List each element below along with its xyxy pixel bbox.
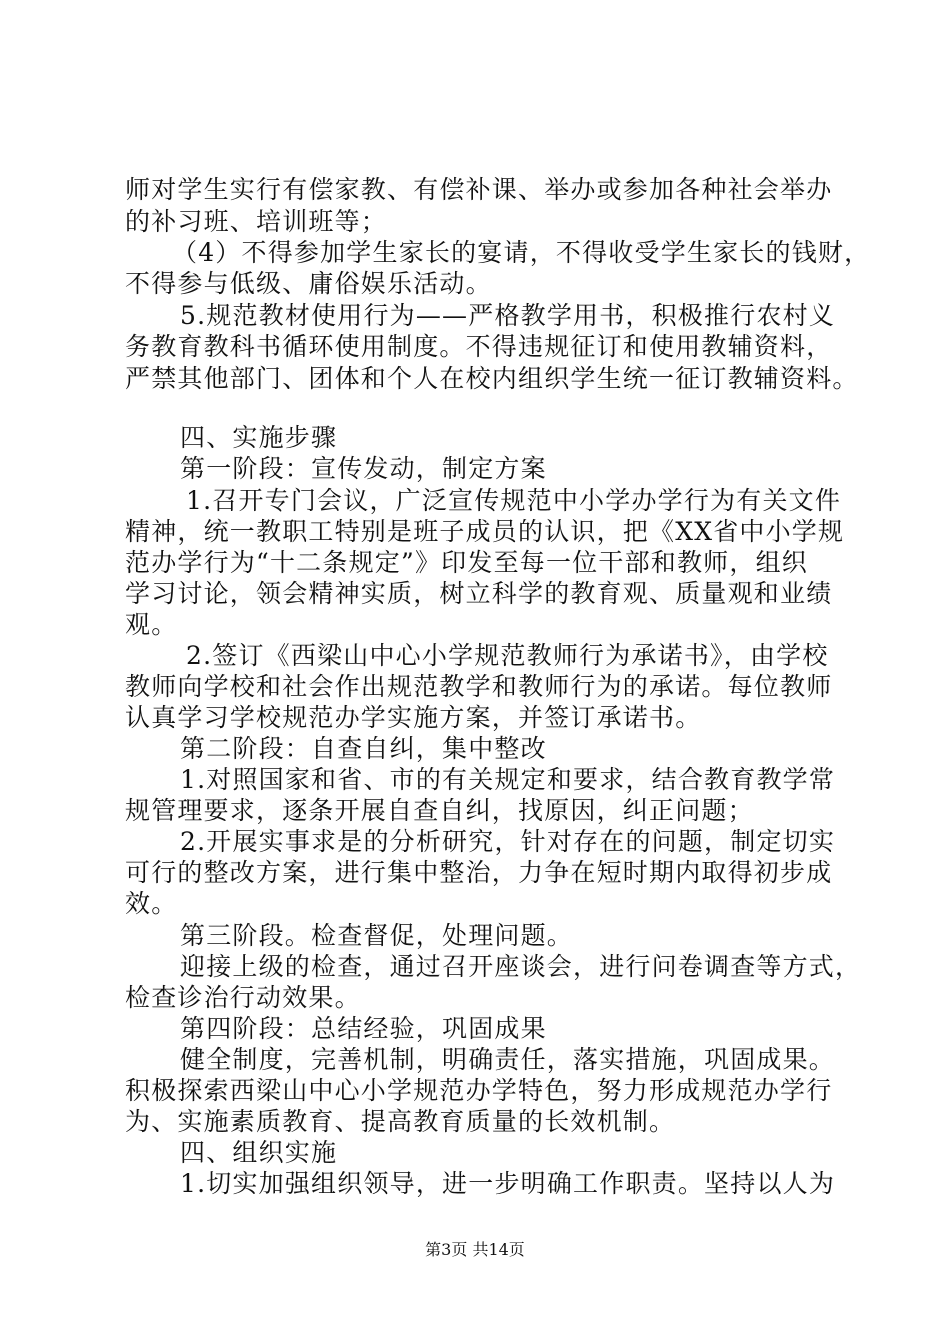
text-line: 的补习班、培训班等；: [125, 207, 388, 236]
text-line: 效。: [125, 889, 178, 918]
stage-heading: 第三阶段。检查督促，处理问题。: [180, 921, 574, 950]
text-line: 范办学行为“十二条规定”》印发至每一位干部和教师，组织: [125, 548, 808, 577]
text-line: 严禁其他部门、团体和个人在校内组织学生统一征订教辅资料。: [125, 364, 859, 393]
text-line: 精神，统一教职工特别是班子成员的认识，把《XX省中小学规: [125, 517, 845, 546]
text-line: 迎接上级的检查，通过召开座谈会，进行问卷调查等方式，: [180, 952, 862, 981]
text-line: 检查诊治行动效果。: [125, 983, 361, 1012]
text-line: （4）不得参加学生家长的宴请，不得收受学生家长的钱财，: [172, 238, 871, 267]
text-line: 2.开展实事求是的分析研究，针对存在的问题，制定切实: [180, 827, 836, 856]
stage-heading: 第二阶段：自查自纠，集中整改: [180, 734, 547, 763]
text-line: 1.召开专门会议，广泛宣传规范中小学办学行为有关文件: [186, 486, 842, 515]
section-heading: 四、实施步骤: [180, 423, 338, 452]
text-line: 1.对照国家和省、市的有关规定和要求，结合教育教学常: [180, 765, 836, 794]
stage-heading: 第四阶段：总结经验，巩固成果: [180, 1014, 547, 1043]
text-line: 规管理要求，逐条开展自查自纠，找原因，纠正问题；: [125, 796, 754, 825]
text-line: 不得参与低级、庸俗娱乐活动。: [125, 269, 492, 298]
text-line: 教师向学校和社会作出规范教学和教师行为的承诺。每位教师: [125, 672, 833, 701]
text-line: 认真学习学校规范办学实施方案，并签订承诺书。: [125, 703, 702, 732]
text-line: 健全制度，完善机制，明确责任，落实措施，巩固成果。: [180, 1045, 836, 1074]
text-line: 1.切实加强组织领导，进一步明确工作职责。坚持以人为: [180, 1169, 836, 1198]
text-line: 务教育教科书循环使用制度。不得违规征订和使用教辅资料，: [125, 332, 833, 361]
text-line: 师对学生实行有偿家教、有偿补课、举办或参加各种社会举办: [125, 175, 833, 204]
text-line: 学习讨论，领会精神实质，树立科学的教育观、质量观和业绩: [125, 579, 833, 608]
text-line: 观。: [125, 610, 178, 639]
text-line: 2.签订《西梁山中心小学规范教师行为承诺书》，由学校: [186, 641, 829, 670]
section-heading: 四、组织实施: [180, 1138, 338, 1167]
stage-heading: 第一阶段：宣传发动，制定方案: [180, 454, 547, 483]
text-line: 5.规范教材使用行为——严格教学用书，积极推行农村义: [180, 301, 836, 330]
page-number-footer: 第3页 共14页: [425, 1240, 525, 1259]
text-line: 积极探索西梁山中心小学规范办学特色，努力形成规范办学行: [125, 1076, 833, 1105]
text-line: 为、实施素质教育、提高教育质量的长效机制。: [125, 1107, 676, 1136]
text-line: 可行的整改方案，进行集中整治，力争在短时期内取得初步成: [125, 858, 833, 887]
